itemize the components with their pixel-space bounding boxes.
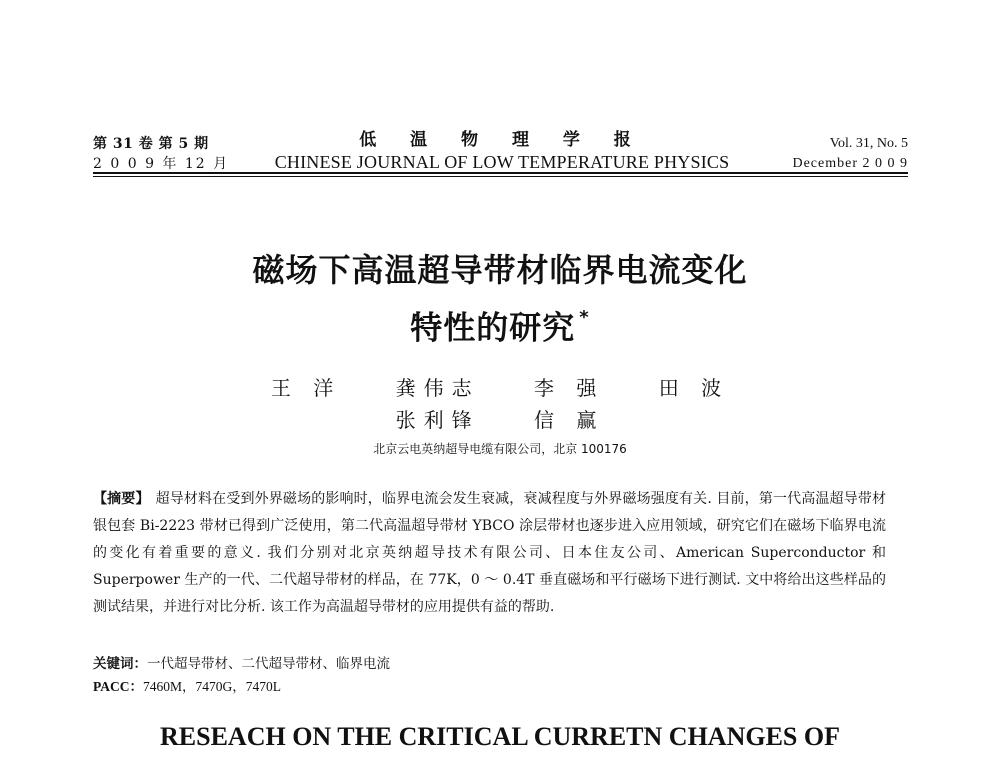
journal-volume-cn (93, 134, 229, 174)
journal-name (232, 130, 772, 174)
issue-date-cn: 2 0 0 9 年 12 月 (93, 156, 230, 172)
keywords-text: 一代超导带材、二代超导带材、临界电流 (147, 656, 390, 672)
paper-title-en: RESEACH ON THE CRITICAL CURRETN CHANGES OF (160, 722, 840, 751)
author-name: 李 强 (534, 376, 605, 400)
author-name: 张利锋 (395, 408, 480, 432)
keywords-label: 关键词： (93, 656, 147, 672)
pacc-text: 7460M，7470G，7470L (143, 679, 281, 694)
keywords (93, 653, 390, 675)
journal-name-cn: 低 温 物 理 学 报 (359, 130, 645, 150)
author-name: 王 洋 (270, 376, 342, 400)
title-line-2 (0, 296, 1000, 354)
title-footnote-mark: * (579, 307, 590, 328)
author-name: 田 波 (658, 376, 730, 400)
issue-date-en: December 2 0 0 9 (792, 156, 908, 171)
volume-issue-cn: 第 31 卷 第 5 期 (93, 136, 209, 152)
pacc-label: PACC： (93, 679, 143, 694)
title-line-2-text: 特性的研究 (410, 308, 576, 347)
author-name: 信 赢 (534, 408, 605, 432)
pacc-codes (93, 676, 281, 698)
title-line-1: 磁场下高温超导带材临界电流变化 (252, 251, 748, 289)
author-list-line-1 (0, 371, 1000, 405)
header-rule-thick (93, 172, 908, 174)
abstract (93, 486, 886, 621)
abstract-text: 超导材料在受到外界磁场的影响时，临界电流会发生衰减，衰减程度与外界磁场强度有关. 目前，第一代高温超导带材银包套 Bi-2223 带材已得到广泛使用，第二代高温超导带材 YBCO 涂层带材也逐步进入应用领域，研究它们在磁场下临界电流的变化有着重要的意义. 我们分别对北京英纳超导技术有限公司、日本住友公司、American Superconductor 和 Superpower 生产的一代、二代超导带材的样品，在 77K，0 ～ 0.4T 垂直磁场和平行磁场下进行测试. 文中将给出这些样品的测试结果，并进行对比分析. 该工作为高温超导带材的应用提供有益的帮助. (93, 491, 886, 615)
volume-issue-en: Vol. 31, No. 5 (829, 136, 908, 151)
journal-volume-en (792, 134, 908, 174)
paper-title-cn (0, 244, 1000, 354)
author-name: 龚伟志 (395, 376, 480, 400)
header-rule-thin (93, 176, 908, 177)
journal-name-en: CHINESE JOURNAL OF LOW TEMPERATURE PHYSICS (274, 152, 730, 172)
author-list-line-2 (0, 403, 1000, 437)
abstract-label: 【摘要】 (93, 491, 150, 507)
affiliation: 北京云电英纳超导电缆有限公司，北京 100176 (373, 442, 627, 456)
